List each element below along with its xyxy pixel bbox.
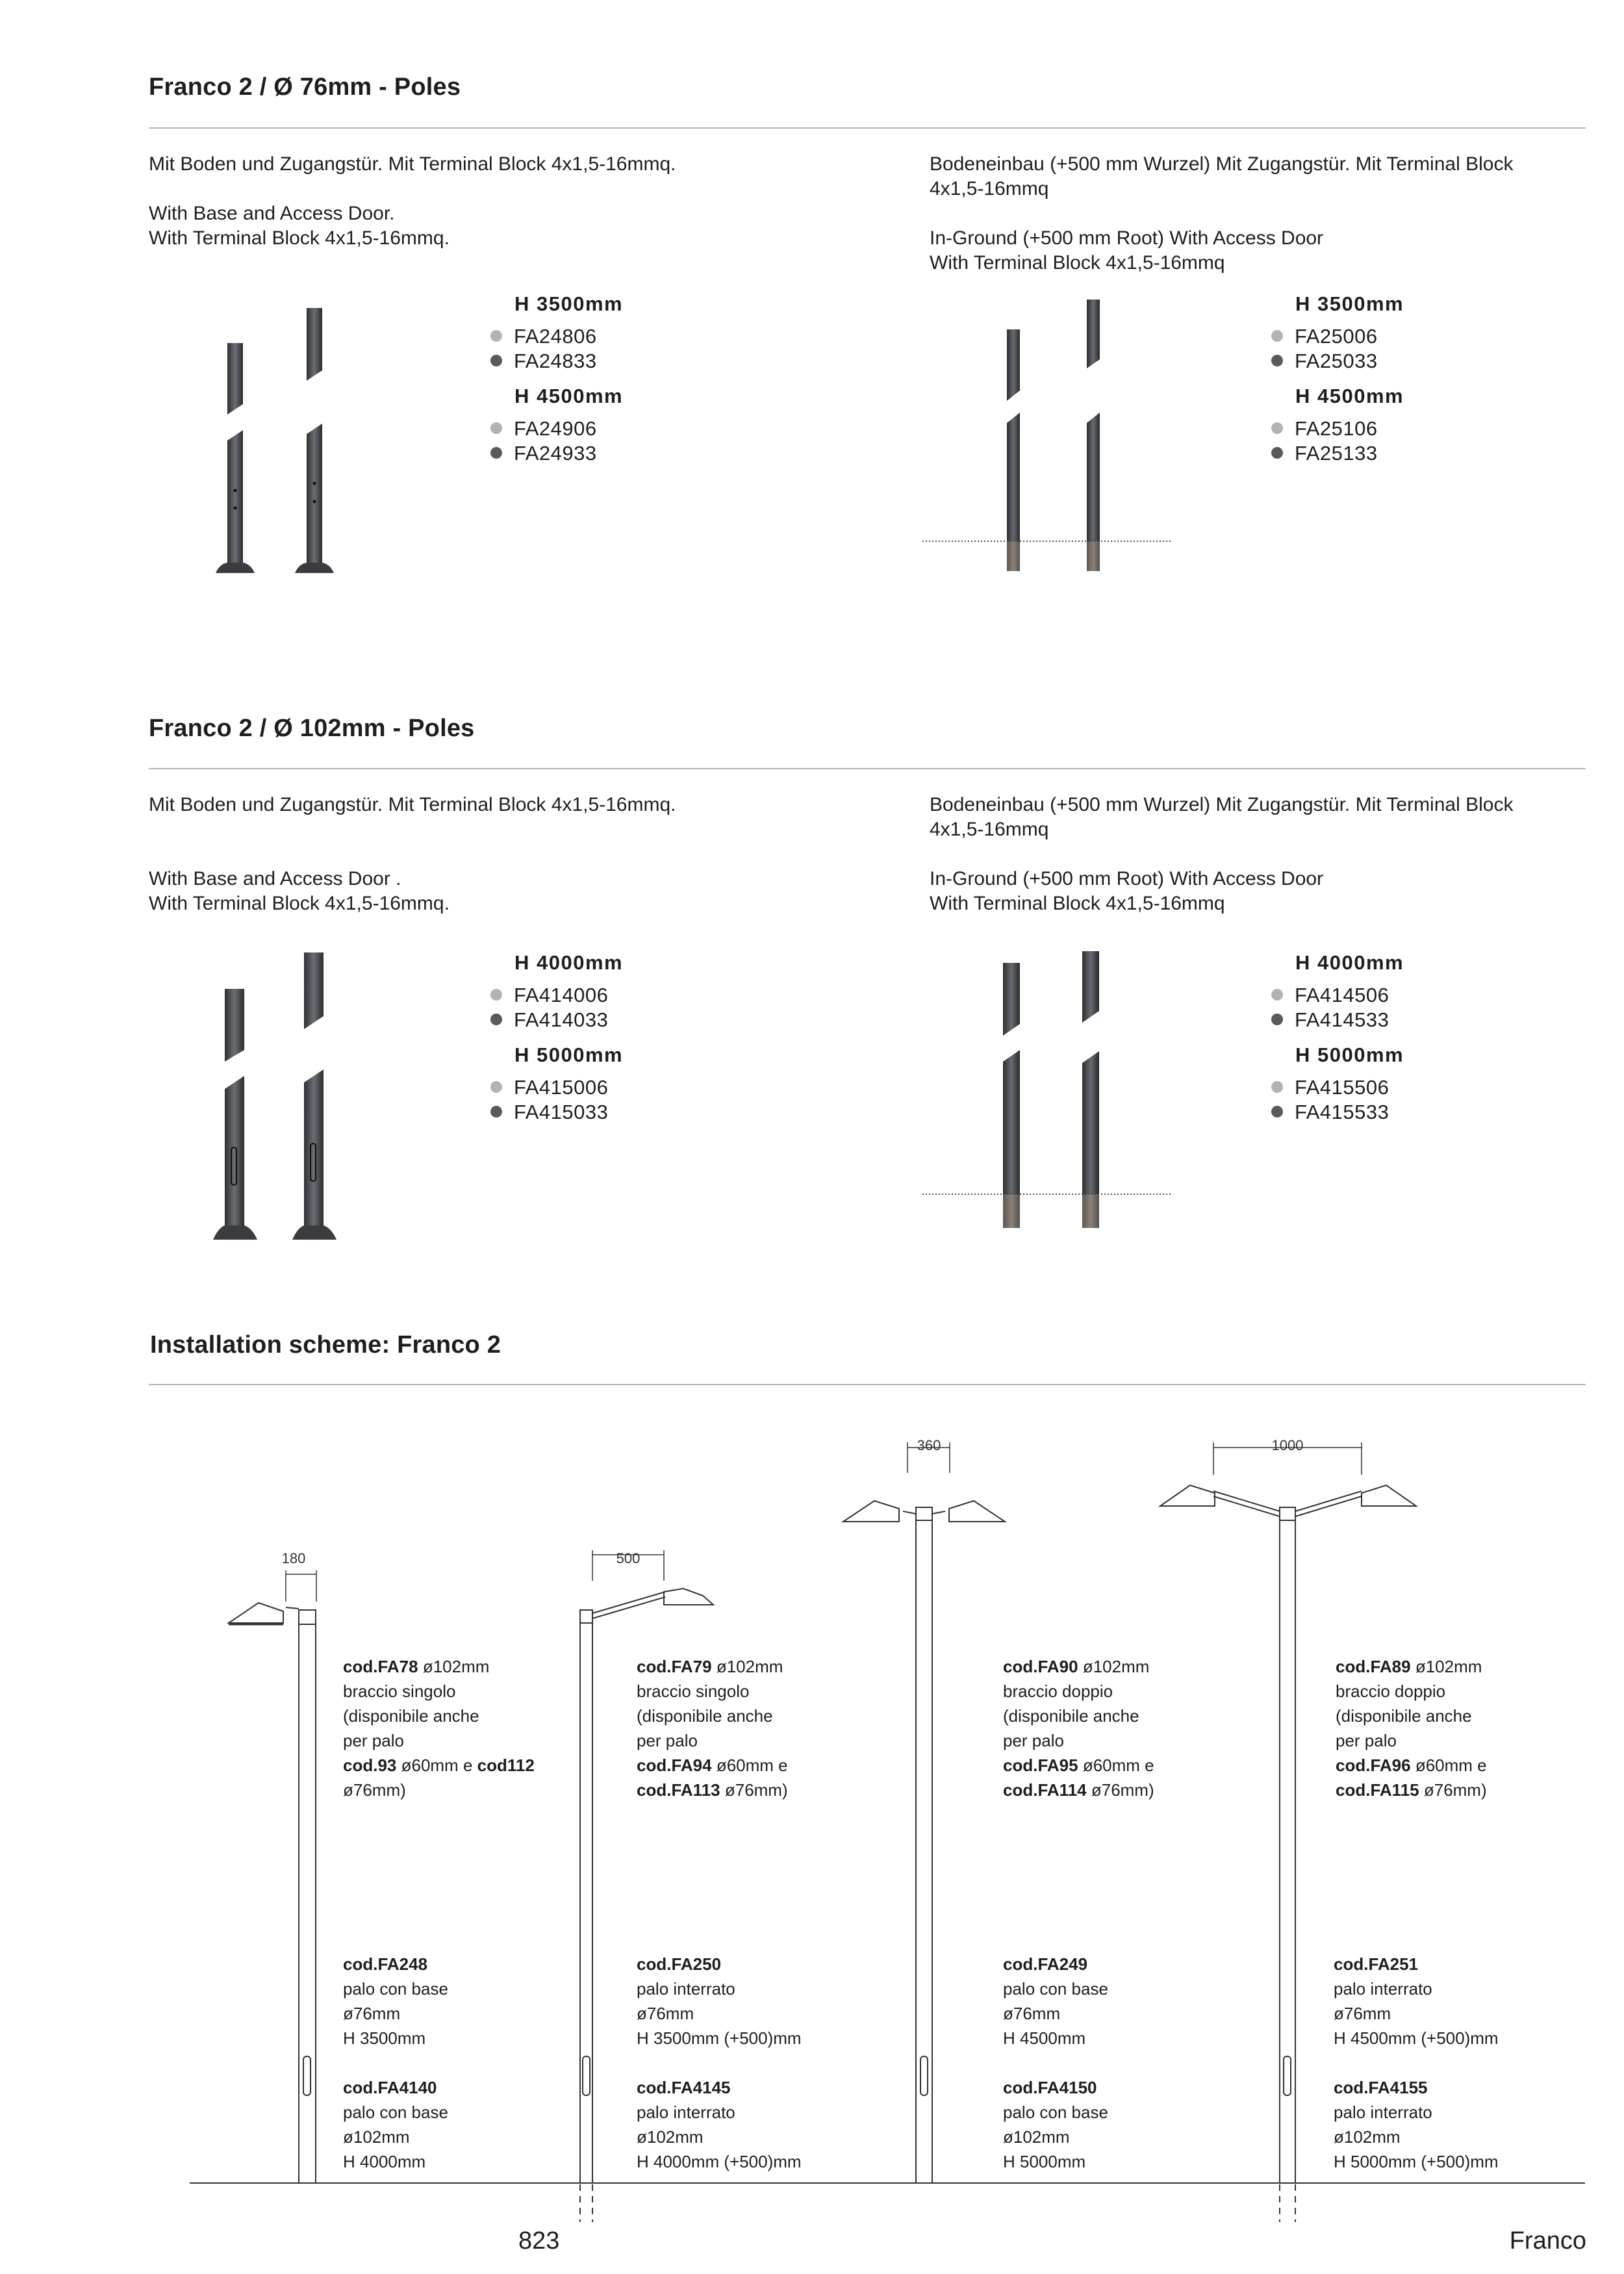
finish-swatch xyxy=(1271,422,1283,434)
pole-in-ground-image xyxy=(922,949,1182,1234)
product-code: FA25106 xyxy=(1271,417,1404,441)
product-code: FA415506 xyxy=(1271,1076,1404,1099)
desc-en: With Terminal Block 4x1,5-16mmq. xyxy=(149,227,450,249)
spec-list xyxy=(1271,292,1404,465)
pole-segment xyxy=(227,343,243,415)
arm-caption: cod.FA89 ø102mm braccio doppio (disponibile anche per palo cod.FA96 ø60mm e cod.FA115 ø76mm) xyxy=(1336,1657,1487,1800)
pole-root xyxy=(1007,541,1020,571)
desc-en: With Base and Access Door . xyxy=(149,868,401,889)
arm-caption: cod.FA78 ø102mm braccio singolo (disponibile anche per palo cod.93 ø60mm e cod112 ø76mm) xyxy=(343,1657,535,1800)
product-code: FA24906 xyxy=(490,417,623,441)
desc-de: Mit Boden und Zugangstür. Mit Terminal Block 4x1,5-16mmq. xyxy=(149,794,676,815)
finish-swatch xyxy=(490,355,502,366)
finish-swatch xyxy=(490,447,502,459)
finish-swatch xyxy=(490,1106,502,1118)
product-code: FA415533 xyxy=(1271,1101,1404,1124)
finish-swatch xyxy=(490,989,502,1001)
product-code: FA25006 xyxy=(1271,325,1404,348)
finish-swatch xyxy=(490,1081,502,1093)
finish-swatch xyxy=(1271,1081,1283,1093)
section-title: Installation scheme: Franco 2 xyxy=(150,1331,501,1359)
desc-en: With Base and Access Door. xyxy=(149,203,395,224)
product-code: FA414033 xyxy=(490,1008,623,1032)
dimension-label: 1000 xyxy=(1271,1437,1304,1453)
finish-swatch xyxy=(1271,1106,1283,1118)
pole-root xyxy=(1003,1194,1020,1228)
pole-caption: cod.FA251 palo interrato ø76mm H 4500mm (+500)mm cod.FA4155 palo interrato ø102mm H 5000mm (+500)mm xyxy=(1334,1954,1499,2171)
desc-en: With Terminal Block 4x1,5-16mmq. xyxy=(149,893,450,914)
pole-segment xyxy=(1087,300,1100,368)
pole-segment xyxy=(1007,329,1020,401)
pole-segment xyxy=(225,989,244,1062)
finish-swatch xyxy=(1271,447,1283,459)
arm-caption: cod.FA79 ø102mm braccio singolo (disponibile anche per palo cod.FA94 ø60mm e cod.FA113 ø76mm) xyxy=(637,1657,788,1800)
pole-root xyxy=(1087,541,1100,571)
dimension-label: 180 xyxy=(281,1550,306,1566)
pole-segment xyxy=(304,1069,324,1228)
desc-de: Bodeneinbau (+500 mm Wurzel) Mit Zugangstür. Mit Terminal Block xyxy=(930,794,1514,815)
product-code: FA415006 xyxy=(490,1076,623,1099)
pole-with-base-image xyxy=(208,299,364,578)
spec-list xyxy=(490,951,623,1124)
height-label: H 3500mm xyxy=(514,292,624,315)
pole-in-ground-image xyxy=(922,296,1182,575)
product-code: FA414506 xyxy=(1271,984,1404,1007)
desc-en: With Terminal Block 4x1,5-16mmq xyxy=(930,252,1225,274)
desc-en: In-Ground (+500 mm Root) With Access Door xyxy=(930,868,1324,889)
pole-base xyxy=(213,1225,257,1240)
pole-caption: cod.FA248 palo con base ø76mm H 3500mm cod.FA4140 palo con base ø102mm H 4000mm xyxy=(343,1954,448,2171)
divider xyxy=(149,127,1586,129)
pole-segment xyxy=(307,424,322,565)
pole-root xyxy=(1082,1194,1099,1228)
arm-caption: cod.FA90 ø102mm braccio doppio (disponibile anche per palo cod.FA95 ø60mm e cod.FA114 ø76mm) xyxy=(1003,1657,1154,1800)
height-label: H 5000mm xyxy=(1295,1043,1404,1066)
pole-caption: cod.FA249 palo con base ø76mm H 4500mm cod.FA4150 palo con base ø102mm H 5000mm xyxy=(1003,1954,1108,2171)
finish-swatch xyxy=(490,1014,502,1025)
height-label: H 4500mm xyxy=(1295,385,1404,407)
pole-segment xyxy=(1082,951,1099,1023)
section-title: Franco 2 / Ø 76mm - Poles xyxy=(149,73,461,101)
pole-double-arm-short xyxy=(843,1442,1005,2183)
product-code: FA414006 xyxy=(490,984,623,1007)
pole-segment xyxy=(304,952,324,1029)
height-label: H 4500mm xyxy=(514,385,624,407)
height-label: H 4000mm xyxy=(1295,951,1404,974)
product-code: FA24806 xyxy=(490,325,623,348)
product-code: FA25133 xyxy=(1271,442,1404,465)
section-title: Franco 2 / Ø 102mm - Poles xyxy=(149,715,475,742)
finish-swatch xyxy=(1271,1014,1283,1025)
pole-segment xyxy=(1003,963,1020,1036)
description-right xyxy=(930,152,1513,275)
pole-base xyxy=(216,563,255,573)
pole-base xyxy=(292,1225,336,1240)
pole-with-base-image xyxy=(208,949,364,1247)
finish-swatch xyxy=(490,422,502,434)
spec-list xyxy=(1271,951,1404,1124)
height-label: H 4000mm xyxy=(514,951,624,974)
pole-segment xyxy=(1007,413,1020,541)
finish-swatch xyxy=(1271,355,1283,366)
pole-segment xyxy=(225,1076,244,1228)
door-screw xyxy=(234,507,237,510)
dimension-label: 360 xyxy=(917,1437,941,1453)
door-screw xyxy=(313,500,316,504)
finish-swatch xyxy=(1271,989,1283,1001)
door-screw xyxy=(313,482,316,485)
pole-segment xyxy=(1082,1051,1099,1194)
desc-en: In-Ground (+500 mm Root) With Access Door xyxy=(930,227,1324,249)
desc-de: Bodeneinbau (+500 mm Wurzel) Mit Zugangstür. Mit Terminal Block xyxy=(930,153,1514,175)
description-left xyxy=(149,152,676,251)
description-right xyxy=(930,793,1513,916)
divider xyxy=(149,768,1586,769)
desc-de: Mit Boden und Zugangstür. Mit Terminal Block 4x1,5-16mmq. xyxy=(149,153,676,175)
divider xyxy=(149,1384,1586,1385)
pole-segment xyxy=(1003,1050,1020,1194)
height-label: H 3500mm xyxy=(1295,292,1404,315)
spec-list xyxy=(490,292,623,465)
finish-swatch xyxy=(490,330,502,342)
product-code: FA414533 xyxy=(1271,1008,1404,1032)
desc-de: 4x1,5-16mmq xyxy=(930,178,1049,199)
height-label: H 5000mm xyxy=(514,1043,624,1066)
pole-caption: cod.FA250 palo interrato ø76mm H 3500mm (+500)mm cod.FA4145 palo interrato ø102mm H 4000mm (+500)mm xyxy=(637,1954,802,2171)
product-code: FA24833 xyxy=(490,350,623,373)
pole-base xyxy=(295,563,334,573)
page-number: 823 xyxy=(518,2227,560,2255)
pole-segment xyxy=(307,308,322,381)
desc-en: With Terminal Block 4x1,5-16mmq xyxy=(930,893,1225,914)
brand-name: Franco xyxy=(1509,2227,1586,2255)
finish-swatch xyxy=(1271,330,1283,342)
pole-segment xyxy=(1087,413,1100,541)
pole-single-arm-short xyxy=(229,1570,316,2183)
pole-segment xyxy=(227,430,243,565)
dimension-label: 500 xyxy=(616,1550,641,1566)
door-screw xyxy=(234,489,237,492)
product-code: FA415033 xyxy=(490,1101,623,1124)
desc-de: 4x1,5-16mmq xyxy=(930,819,1049,840)
product-code: FA25033 xyxy=(1271,350,1404,373)
description-left xyxy=(149,793,676,916)
product-code: FA24933 xyxy=(490,442,623,465)
